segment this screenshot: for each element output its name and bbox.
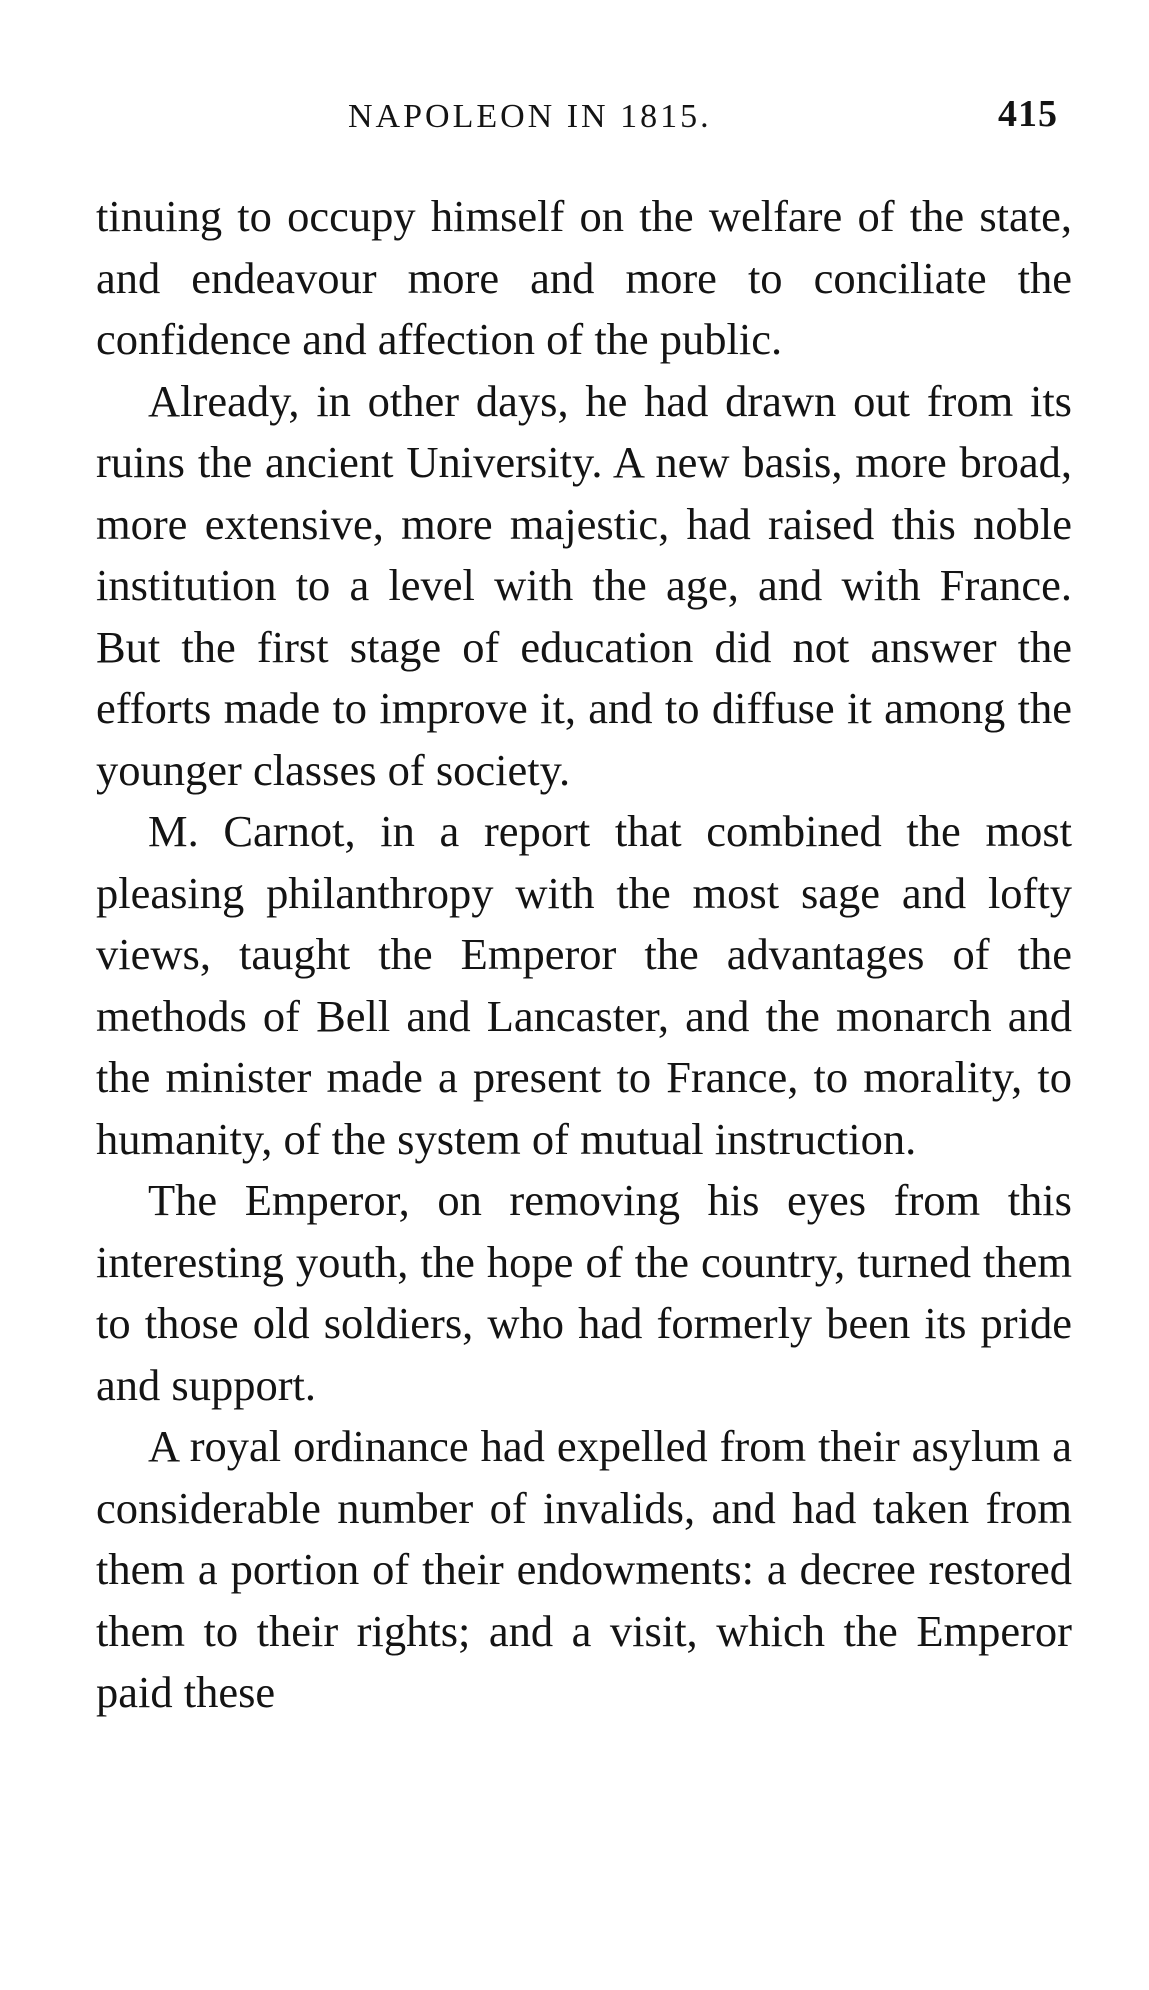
page-header: [96, 92, 1072, 142]
paragraph: The Emperor, on removing his eyes from this interesting youth, the hope of the country, turned them to those old soldiers, who had formerly been its pride and support.: [96, 1175, 1072, 1410]
paragraph-continuation: tinuing to occupy himself on the welfare of the state, and endeavour more and more to conciliate the confidence and affection of the public.: [96, 191, 1072, 364]
page-number: 415: [998, 93, 1058, 135]
paragraph: Already, in other days, he had drawn out from its ruins the ancient University. A new basis, more broad, more extensive, more majestic, had raised this noble institution to a level with the age, and with France. But the first stage of education did not answer the efforts made to improve it, and to diffuse it among the younger classes of society.: [96, 375, 1072, 795]
paragraph: M. Carnot, in a report that combined the most pleasing philanthropy with the most sage and lofty views, taught the Emperor the advantages of the methods of Bell and Lancaster, and the monarch and the minister made a present to France, to morality, to humanity, of the system of mutual instruction.: [96, 806, 1072, 1164]
paragraph: A royal ordinance had expelled from their asylum a considerable number of invalids, and had taken from them a portion of their endowments: a decree restored them to their rights; and a visit, which the Emperor paid these: [96, 1421, 1072, 1717]
running-title: NAPOLEON IN 1815.: [348, 98, 712, 135]
body-text: [96, 186, 1072, 1724]
